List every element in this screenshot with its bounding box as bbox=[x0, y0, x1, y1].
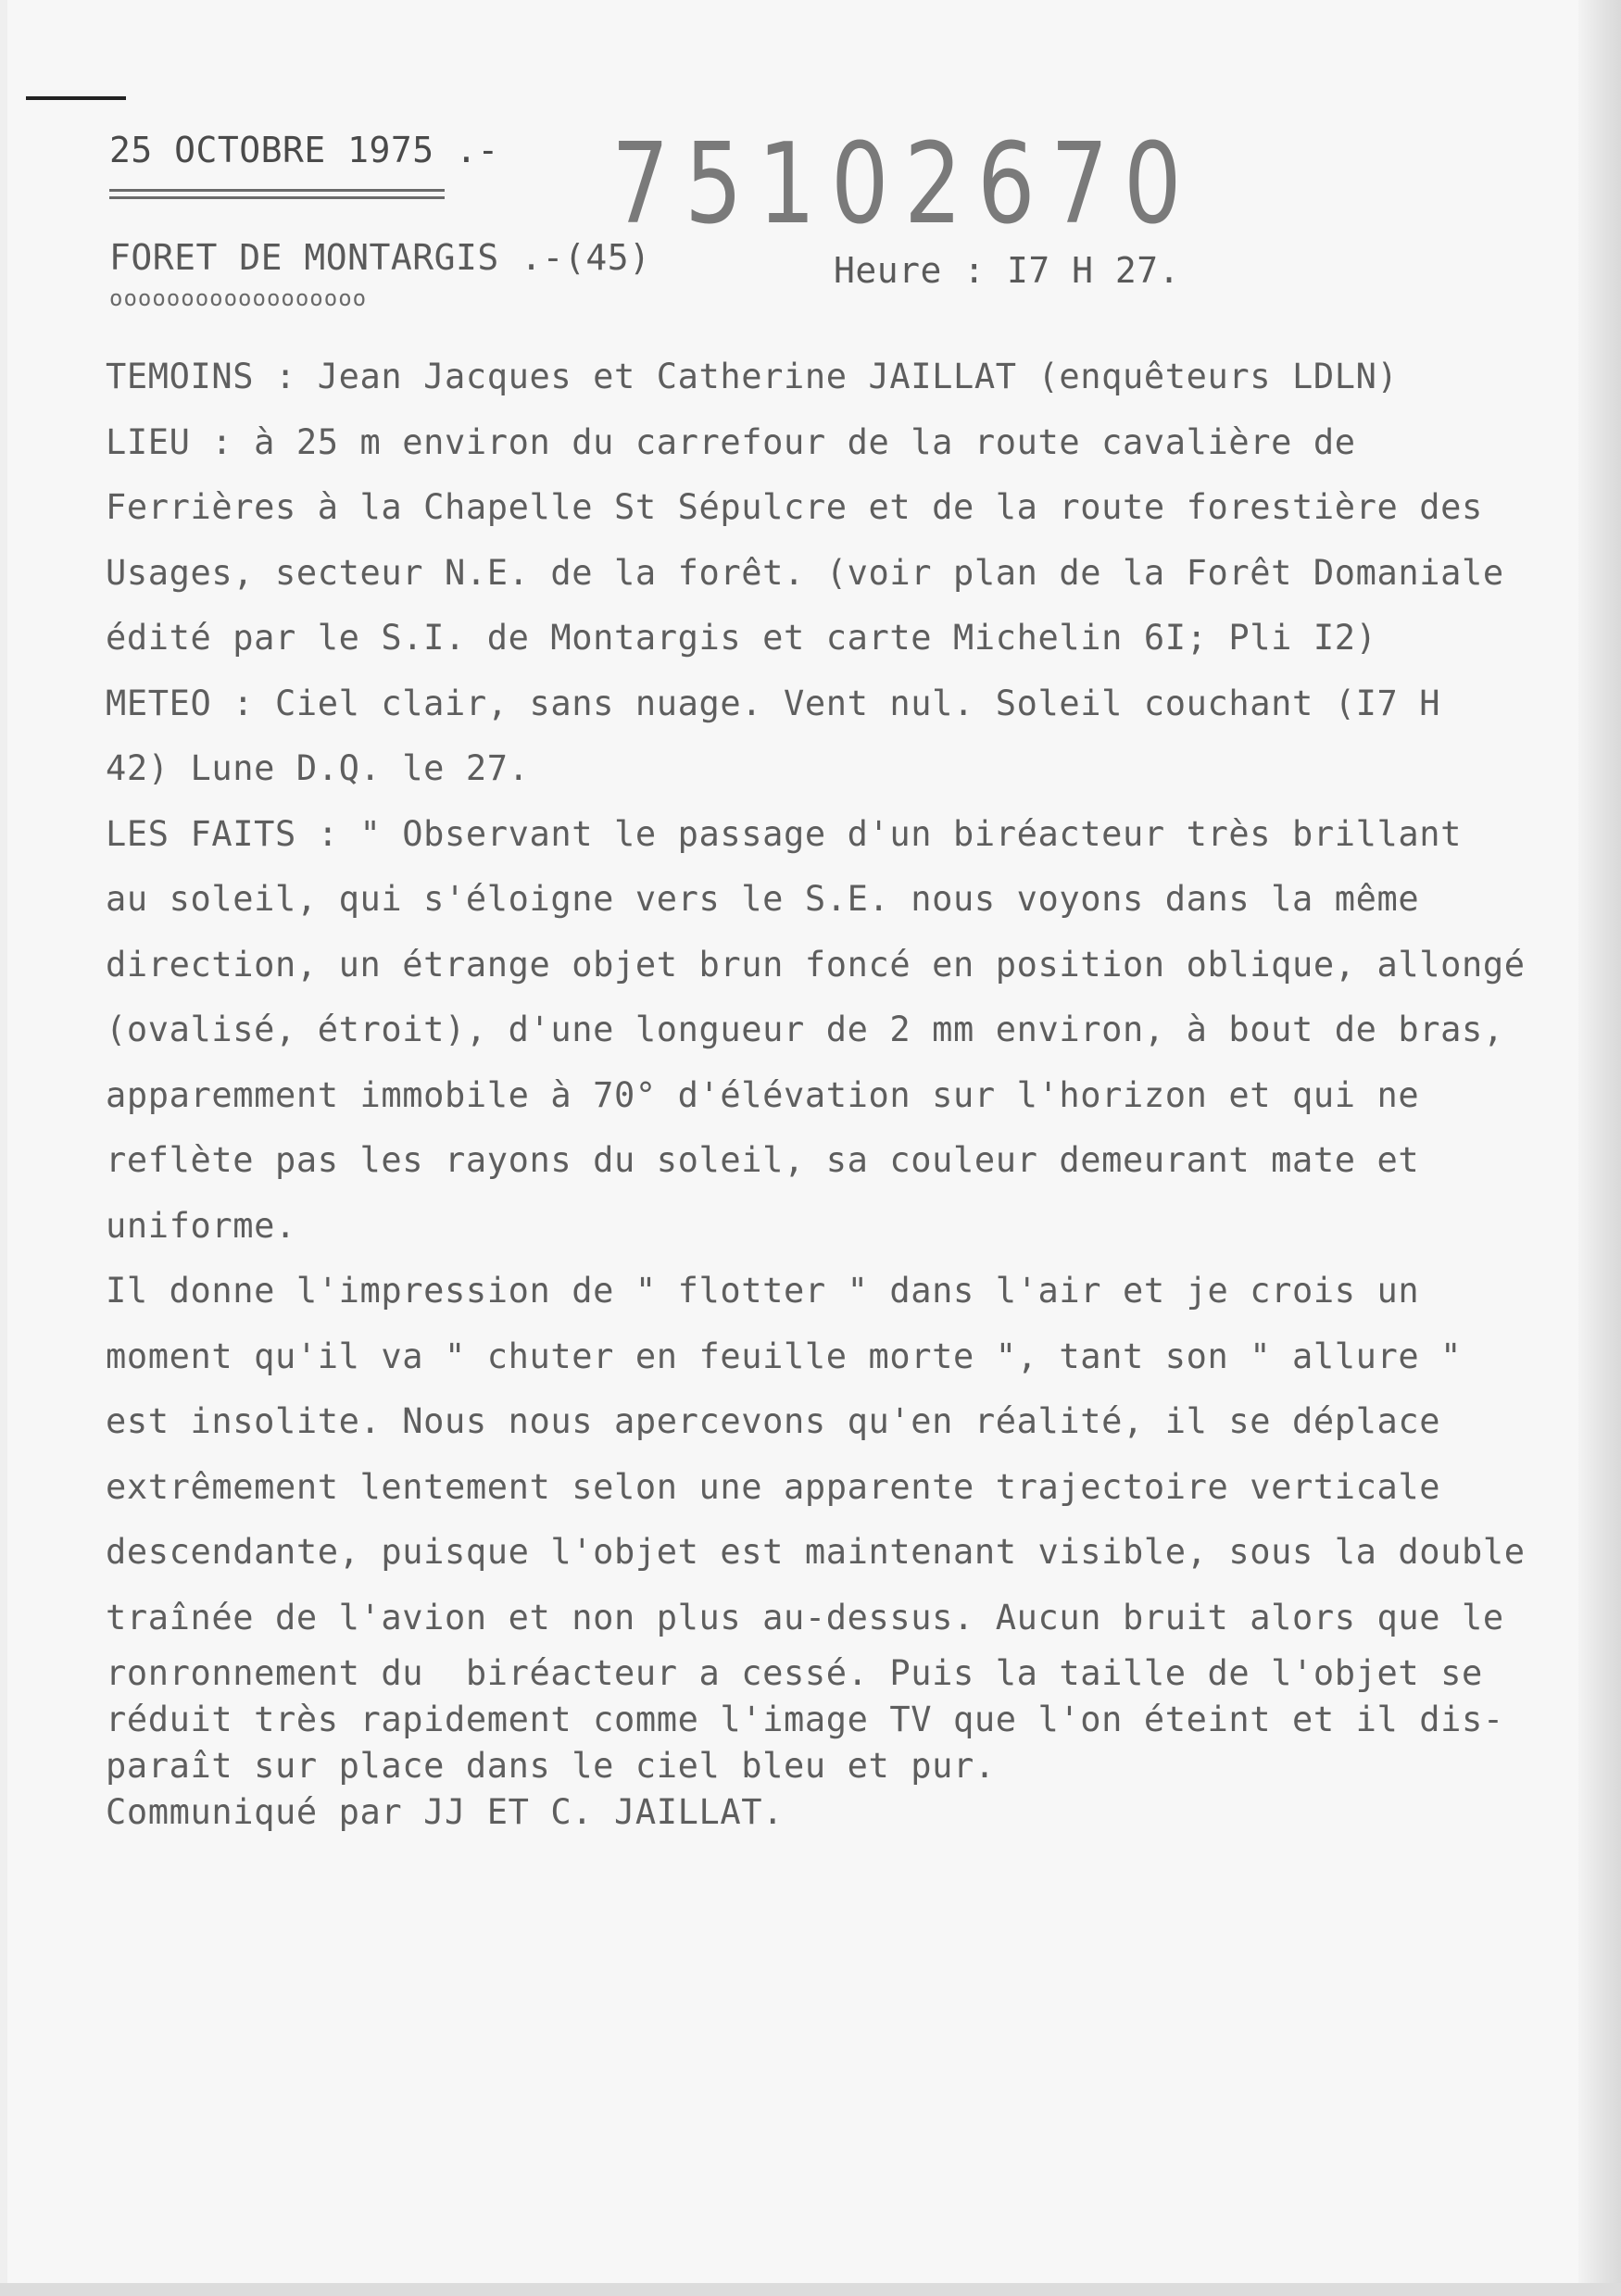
body-line-facts-5: apparemment immobile à 70° d'élévation sur l'horizon et qui ne bbox=[106, 1074, 1420, 1115]
scan-edge-bottom bbox=[0, 2283, 1621, 2296]
header-separator: oooooooooooooooooo bbox=[109, 285, 368, 311]
report-time: Heure : I7 H 27. bbox=[834, 250, 1181, 291]
reference-number: 75102670 bbox=[611, 120, 1198, 249]
date-underline-second bbox=[109, 196, 445, 199]
body-line-facts-16: paraît sur place dans le ciel bleu et pur. bbox=[106, 1746, 996, 1786]
report-date: 25 OCTOBRE 1975 .- bbox=[109, 130, 499, 170]
report-body bbox=[106, 345, 1569, 1836]
body-line-facts-14: ronronnement du biréacteur a cessé. Puis la taille de l'objet se bbox=[106, 1653, 1483, 1693]
body-line-location-4: édité par le S.I. de Montargis et carte Michelin 6I; Pli I2) bbox=[106, 618, 1377, 658]
body-line-location-1: LIEU : à 25 m environ du carrefour de la route cavalière de bbox=[106, 421, 1356, 462]
body-line-facts-4: (ovalisé, étroit), d'une longueur de 2 mm environ, à bout de bras, bbox=[106, 1010, 1504, 1049]
body-line-facts-8: Il donne l'impression de " flotter " dans l'air et je crois un bbox=[106, 1271, 1420, 1311]
body-line-location-2: Ferrières à la Chapelle St Sépulcre et de la route forestière des bbox=[106, 487, 1483, 527]
scan-edge-right bbox=[1578, 0, 1621, 2296]
body-line-facts-15: réduit très rapidement comme l'image TV que l'on éteint et il dis- bbox=[106, 1700, 1504, 1739]
body-line-facts-9: moment qu'il va " chuter en feuille morte ", tant son " allure " bbox=[106, 1336, 1463, 1376]
body-line-facts-2: au soleil, qui s'éloigne vers le S.E. nous voyons dans la même bbox=[106, 879, 1420, 919]
body-line-facts-6: reflète pas les rayons du soleil, sa couleur demeurant mate et bbox=[106, 1140, 1420, 1180]
body-line-facts-3: direction, un étrange objet brun foncé en position oblique, allongé bbox=[106, 944, 1526, 985]
body-line-facts-7: uniforme. bbox=[106, 1205, 296, 1246]
report-location: FORET DE MONTARGIS .-(45) bbox=[109, 237, 651, 278]
body-line-facts-10: est insolite. Nous nous apercevons qu'en réalité, il se déplace bbox=[106, 1401, 1441, 1441]
body-line-witnesses: TEMOINS : Jean Jacques et Catherine JAILLAT (enquêteurs LDLN) bbox=[106, 357, 1399, 396]
body-line-facts-11: extrêmement lentement selon une apparente trajectoire verticale bbox=[106, 1466, 1441, 1507]
margin-dash-mark bbox=[26, 96, 126, 100]
body-line-location-3: Usages, secteur N.E. de la forêt. (voir plan de la Forêt Domaniale bbox=[106, 552, 1504, 593]
scan-edge-left bbox=[0, 0, 7, 2296]
body-line-weather-1: METEO : Ciel clair, sans nuage. Vent nul. Soleil couchant (I7 H bbox=[106, 683, 1441, 723]
body-line-signature: Communiqué par JJ ET C. JAILLAT. bbox=[106, 1792, 785, 1832]
body-line-weather-2: 42) Lune D.Q. le 27. bbox=[106, 748, 530, 788]
body-line-facts-12: descendante, puisque l'objet est maintenant visible, sous la double bbox=[106, 1532, 1526, 1572]
date-underline bbox=[109, 189, 445, 192]
body-line-facts-1: LES FAITS : " Observant le passage d'un biréacteur très brillant bbox=[106, 813, 1463, 854]
body-line-facts-13: traînée de l'avion et non plus au-dessus. Aucun bruit alors que le bbox=[106, 1597, 1504, 1637]
